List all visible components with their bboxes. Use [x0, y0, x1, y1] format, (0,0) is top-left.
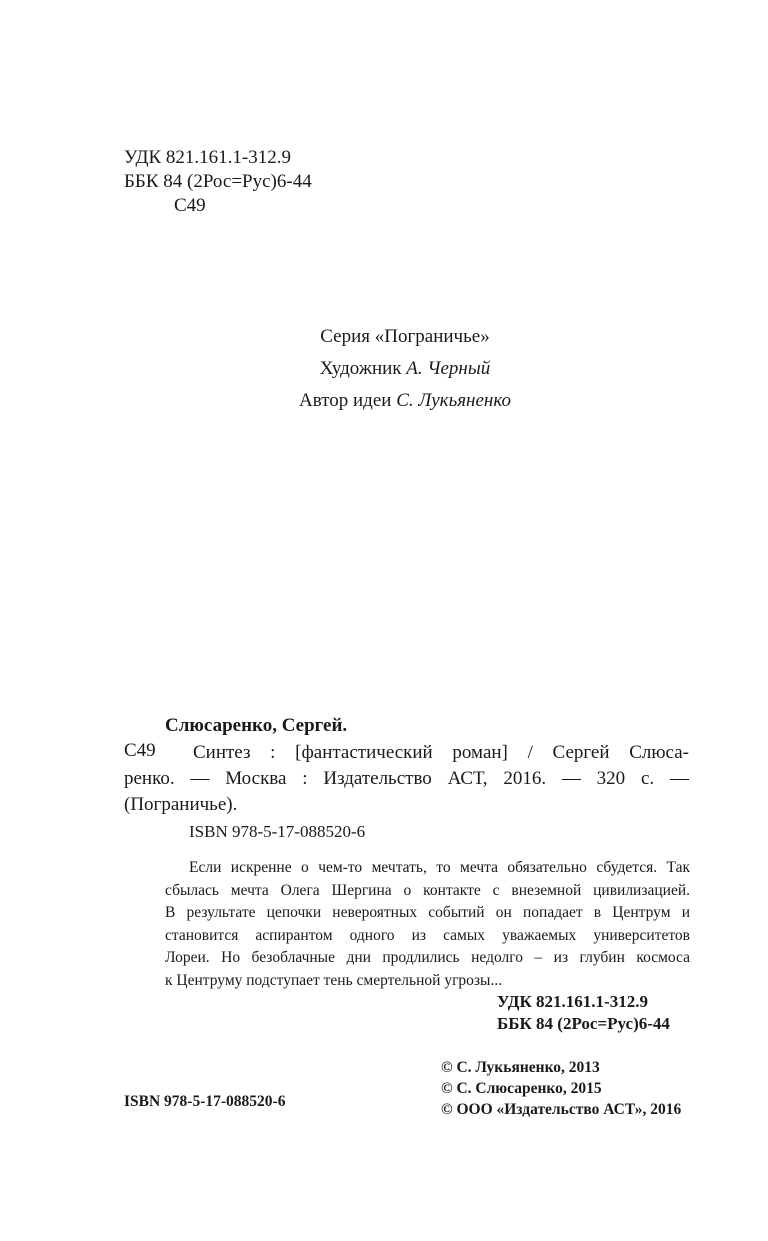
artist-label: Художник — [319, 358, 402, 379]
annotation-line: В результате цепочки невероятных событий он попадает в Центрум и — [165, 904, 690, 921]
annotation — [165, 857, 690, 992]
udk-code: УДК 821.161.1-312.9 — [124, 147, 291, 168]
bibliography-line: ренко. — Москва : Издательство АСТ, 2016. — 320 с. — — [124, 768, 689, 789]
isbn-bottom: ISBN 978-5-17-088520-6 — [124, 1093, 286, 1110]
idea-line — [0, 385, 768, 417]
udk-code-right: УДК 821.161.1-312.9 — [497, 992, 648, 1011]
top-classification-codes — [124, 146, 312, 218]
classification-codes-right — [497, 991, 670, 1035]
bibliography-code: С49 — [124, 740, 156, 761]
artist-name: А. Черный — [406, 358, 491, 379]
annotation-line: сбылась мечта Олега Шергина о контакте с внеземной цивилизацией. — [165, 881, 690, 899]
copyright-line: © С. Слюсаренко, 2015 — [441, 1080, 602, 1097]
bbk-code-right: ББК 84 (2Рос=Рус)6-44 — [497, 1014, 670, 1033]
author-mark: С49 — [174, 195, 206, 216]
series-line: Серия «Пограничье» — [320, 326, 490, 347]
copyright-block — [441, 1057, 681, 1120]
bibliography-author: Слюсаренко, Сергей. — [165, 715, 348, 736]
bibliography-line: (Пограничье). — [124, 794, 238, 815]
annotation-line: Лореи. Но безоблачные дни продлились недолго – из глубин космоса — [165, 949, 690, 966]
annotation-line: к Центруму подступает тень смертельной угрозы... — [165, 971, 503, 989]
copyright-line: © С. Лукьяненко, 2013 — [441, 1059, 600, 1076]
bibliography-isbn: ISBN 978-5-17-088520-6 — [189, 822, 366, 841]
credits-block — [0, 321, 768, 417]
idea-name: С. Лукьяненко — [396, 390, 511, 411]
annotation-line: Если искренне о чем-то мечтать, то мечта обязательно сбудется. Так — [189, 859, 690, 876]
artist-line — [0, 353, 768, 385]
bbk-code: ББК 84 (2Рос=Рус)6-44 — [124, 171, 312, 192]
copyright-line: © ООО «Издательство АСТ», 2016 — [441, 1101, 682, 1118]
bibliography-line: Синтез : [фантастический роман] / Сергей Слюса- — [193, 742, 689, 763]
annotation-line: становится аспирантом одного из самых уважаемых университетов — [165, 926, 690, 944]
idea-label: Автор идеи — [298, 390, 392, 411]
